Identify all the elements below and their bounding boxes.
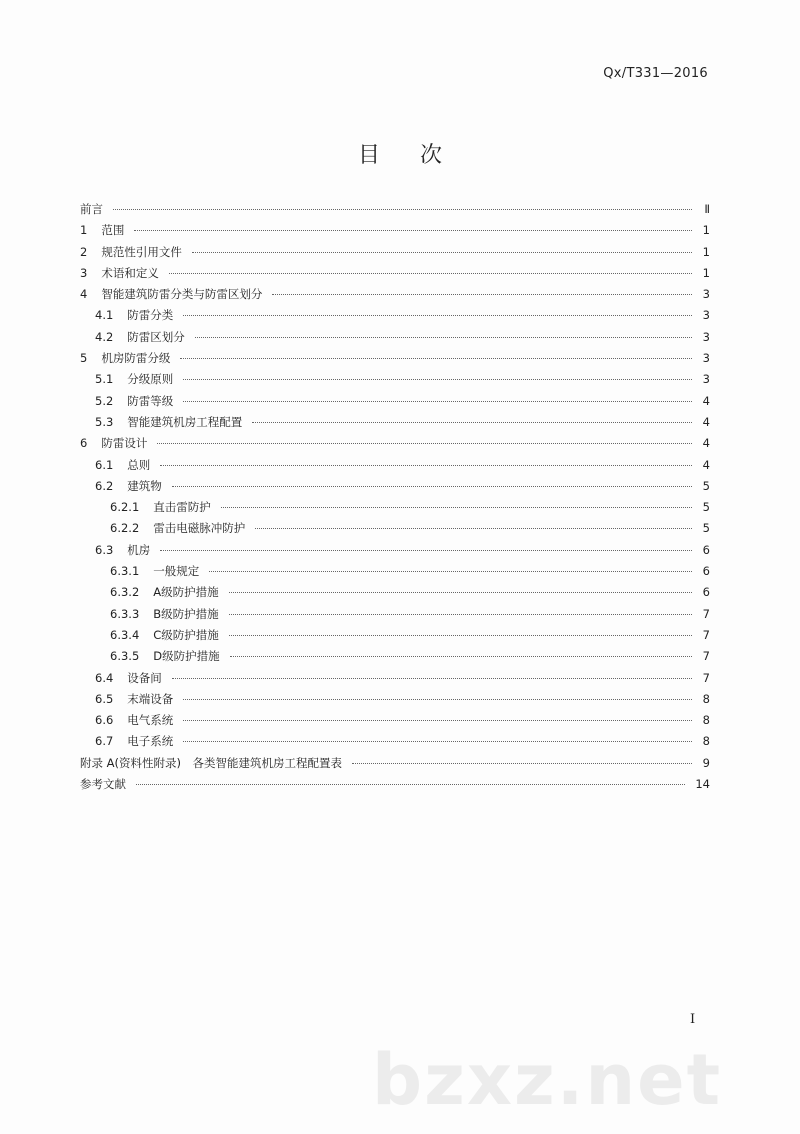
toc-entry-number: 2: [80, 244, 88, 259]
dot-leader: [209, 571, 692, 572]
toc-entry-label: 范围: [101, 223, 125, 238]
page-title: 目次: [357, 143, 482, 168]
toc-entry[interactable]: [80, 606, 710, 627]
toc-entry-number: 6.4: [95, 670, 114, 685]
toc-entry-number: 6.3.2: [110, 585, 140, 600]
toc-entry-label: 前言: [80, 202, 103, 216]
toc-entry[interactable]: [80, 307, 710, 328]
toc-entry-number: 6.1: [95, 457, 114, 472]
watermark: bzxz.net: [372, 1039, 723, 1121]
toc-entry-number: 6.3.3: [110, 606, 140, 621]
toc-entry-label: 机房防雷分级: [101, 351, 171, 366]
dot-leader: [195, 337, 692, 338]
dot-leader: [180, 358, 692, 359]
toc-entry[interactable]: [80, 584, 710, 605]
toc-entry[interactable]: [80, 542, 710, 563]
dot-leader: [352, 763, 692, 764]
toc-entry-number: 5.2: [95, 393, 114, 408]
toc-entry-number: 3: [80, 265, 88, 280]
toc-entry-page: 3: [702, 372, 710, 387]
toc-entry-label: B级防护措施: [153, 606, 219, 621]
toc-entry-label: 附录 A(资料性附录) 各类智能建筑机房工程配置表: [80, 755, 342, 770]
toc-entry-label: 防雷等级: [127, 393, 174, 408]
dot-leader: [183, 401, 692, 402]
toc-entry[interactable]: [80, 648, 710, 669]
toc-entry[interactable]: [80, 478, 710, 499]
dot-leader: [192, 252, 692, 253]
toc-entry-number: 6.2.2: [110, 521, 140, 536]
toc-entry[interactable]: [80, 286, 710, 307]
toc-entry-label: 防雷区划分: [127, 329, 185, 344]
toc-entry-label: 电气系统: [127, 713, 174, 728]
dot-leader: [229, 614, 692, 615]
toc-entry-page: 8: [702, 713, 710, 728]
toc-entry-label: 电子系统: [127, 734, 174, 749]
toc-entry-page: 3: [702, 351, 710, 366]
toc-entry-page: 4: [702, 436, 710, 451]
toc-entry-page: 1: [702, 244, 710, 259]
standard-number: Qx/T331—2016: [603, 66, 708, 81]
toc-entry-label: 术语和定义: [101, 265, 159, 280]
dot-leader: [183, 315, 692, 316]
toc-entry-label: A级防护措施: [153, 585, 219, 600]
toc-entry[interactable]: [80, 265, 710, 286]
toc-entry-page: 7: [702, 606, 710, 621]
toc-entry-number: 6.5: [95, 691, 114, 706]
toc-entry-label: 规范性引用文件: [101, 244, 182, 259]
dot-leader: [221, 507, 692, 508]
dot-leader: [183, 379, 692, 380]
dot-leader: [160, 465, 692, 466]
dot-leader: [255, 528, 692, 529]
toc-entry[interactable]: [80, 627, 710, 648]
toc-entry-page: 5: [702, 521, 710, 536]
toc-entry-page: 8: [702, 734, 710, 749]
toc-entry[interactable]: [80, 776, 710, 797]
dot-leader: [229, 635, 692, 636]
toc-entry-page: 4: [702, 457, 710, 472]
toc-entry[interactable]: [80, 222, 710, 243]
dot-leader: [160, 550, 692, 551]
dot-leader: [229, 592, 692, 593]
toc-entry[interactable]: [80, 393, 710, 414]
toc-entry[interactable]: [80, 755, 710, 776]
toc-entry-label: D级防护措施: [153, 649, 220, 664]
dot-leader: [183, 699, 692, 700]
toc-entry-number: 6.3.5: [110, 649, 140, 664]
dot-leader: [252, 422, 692, 423]
toc-entry-page: Ⅱ: [704, 202, 710, 216]
toc-entry-number: 4.1: [95, 308, 114, 323]
toc-entry-page: 14: [695, 777, 710, 792]
toc-entry-number: 6.2.1: [110, 500, 140, 515]
toc-entry[interactable]: [80, 563, 710, 584]
dot-leader: [157, 443, 692, 444]
toc-entry-number: 4.2: [95, 329, 114, 344]
toc-entry-page: 7: [702, 627, 710, 642]
toc-entry[interactable]: [80, 435, 710, 456]
toc-entry-page: 6: [702, 542, 710, 557]
toc-entry[interactable]: [80, 712, 710, 733]
toc-entry-number: 6.3.1: [110, 564, 140, 579]
toc-entry-number: 6: [80, 436, 88, 451]
toc-entry[interactable]: [80, 350, 710, 371]
toc-entry-page: 9: [702, 755, 710, 770]
toc-entry[interactable]: [80, 670, 710, 691]
toc-entry-label: 智能建筑机房工程配置: [127, 414, 243, 429]
toc-entry-number: 1: [80, 223, 88, 238]
dot-leader: [134, 230, 692, 231]
toc-entry-page: 3: [702, 308, 710, 323]
toc-entry-page: 4: [702, 414, 710, 429]
toc-entry-page: 6: [702, 585, 710, 600]
toc-entry-label: 设备间: [127, 670, 162, 685]
toc-entry-label: 直击雷防护: [153, 500, 211, 515]
toc-entry-number: 5.3: [95, 414, 114, 429]
toc-entry-page: 3: [702, 287, 710, 302]
dot-leader: [113, 209, 692, 210]
toc-entry[interactable]: [80, 201, 710, 222]
toc-entry-number: 6.3: [95, 542, 114, 557]
toc-entry-label: 智能建筑防雷分类与防雷区划分: [101, 287, 263, 302]
dot-leader: [183, 720, 692, 721]
toc-entry[interactable]: [80, 733, 710, 754]
toc-entry-number: 5: [80, 351, 88, 366]
dot-leader: [272, 294, 692, 295]
toc-entry[interactable]: [80, 329, 710, 350]
dot-leader: [230, 656, 692, 657]
dot-leader: [136, 784, 685, 785]
toc-entry-page: 7: [702, 670, 710, 685]
dot-leader: [172, 486, 692, 487]
toc-entry-label: 建筑物: [127, 478, 162, 493]
page-number: I: [690, 1012, 696, 1027]
toc-entry-label: 分级原则: [127, 372, 174, 387]
toc-entry-label: 机房: [127, 542, 151, 557]
table-of-contents: [80, 201, 710, 797]
toc-entry-page: 1: [702, 265, 710, 280]
toc-entry-label: 末端设备: [127, 691, 174, 706]
toc-entry[interactable]: [80, 499, 710, 520]
toc-entry[interactable]: [80, 244, 710, 265]
toc-entry-number: 5.1: [95, 372, 114, 387]
toc-entry-page: 5: [702, 478, 710, 493]
dot-leader: [169, 273, 692, 274]
toc-entry-page: 5: [702, 500, 710, 515]
toc-entry-page: 1: [702, 223, 710, 238]
toc-entry-label: 一般规定: [153, 564, 200, 579]
toc-entry-label: 雷击电磁脉冲防护: [153, 521, 246, 536]
toc-entry[interactable]: [80, 371, 710, 392]
toc-entry-label: 防雷分类: [127, 308, 174, 323]
dot-leader: [183, 741, 692, 742]
toc-entry-label: 防雷设计: [101, 436, 148, 451]
toc-entry-page: 7: [702, 649, 710, 664]
toc-entry-page: 6: [702, 564, 710, 579]
toc-entry-number: 6.6: [95, 713, 114, 728]
toc-entry-page: 8: [702, 691, 710, 706]
toc-entry-label: C级防护措施: [153, 627, 219, 642]
toc-entry-label: 总则: [127, 457, 151, 472]
toc-entry-number: 6.2: [95, 478, 114, 493]
toc-entry[interactable]: [80, 520, 710, 541]
toc-entry[interactable]: [80, 691, 710, 712]
toc-entry-number: 4: [80, 287, 88, 302]
dot-leader: [172, 678, 692, 679]
toc-entry[interactable]: [80, 457, 710, 478]
toc-entry-label: 参考文献: [80, 777, 126, 792]
toc-entry-number: 6.7: [95, 734, 114, 749]
toc-entry-page: 4: [702, 393, 710, 408]
toc-entry-page: 3: [702, 329, 710, 344]
toc-entry[interactable]: [80, 414, 710, 435]
toc-entry-number: 6.3.4: [110, 627, 140, 642]
